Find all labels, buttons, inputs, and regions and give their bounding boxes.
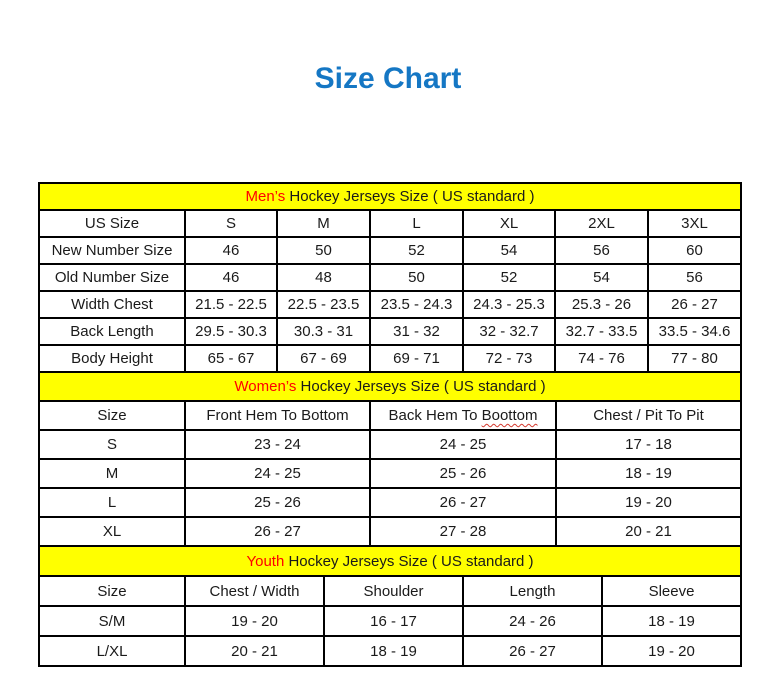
size-value: 17 - 18 xyxy=(556,430,741,459)
mens-banner-row xyxy=(39,183,741,210)
size-value: 31 - 32 xyxy=(370,318,463,345)
table-row xyxy=(39,430,741,459)
youth-size-table xyxy=(38,545,742,667)
column-header: XL xyxy=(463,210,555,237)
table-row xyxy=(39,264,741,291)
column-header: 2XL xyxy=(555,210,648,237)
size-value: 46 xyxy=(185,264,277,291)
table-row xyxy=(39,345,741,372)
size-value: 74 - 76 xyxy=(555,345,648,372)
size-chart-page xyxy=(0,62,776,692)
column-header: S xyxy=(185,210,277,237)
womens-header-row xyxy=(39,401,741,430)
size-value: 23.5 - 24.3 xyxy=(370,291,463,318)
womens-size-table xyxy=(38,371,742,547)
size-value: 18 - 19 xyxy=(556,459,741,488)
size-value: 24 - 25 xyxy=(370,430,556,459)
size-value: 26 - 27 xyxy=(463,636,602,666)
size-value: 33.5 - 34.6 xyxy=(648,318,741,345)
row-label: Back Length xyxy=(39,318,185,345)
size-value: 18 - 19 xyxy=(324,636,463,666)
size-value: 19 - 20 xyxy=(602,636,741,666)
size-value: 24 - 26 xyxy=(463,606,602,636)
row-label: Old Number Size xyxy=(39,264,185,291)
womens-banner-rest: Hockey Jerseys Size ( US standard ) xyxy=(296,378,546,395)
table-row xyxy=(39,488,741,517)
size-value: 27 - 28 xyxy=(370,517,556,546)
size-value: 25 - 26 xyxy=(370,459,556,488)
column-header xyxy=(370,401,556,430)
youth-banner-highlight: Youth xyxy=(246,552,285,570)
youth-banner-rest: Hockey Jerseys Size ( US standard ) xyxy=(284,552,534,570)
youth-banner-row xyxy=(39,546,741,576)
column-header: Front Hem To Bottom xyxy=(185,401,370,430)
size-value: 60 xyxy=(648,237,741,264)
column-header: Length xyxy=(463,576,602,606)
size-value: 65 - 67 xyxy=(185,345,277,372)
size-value: 54 xyxy=(463,237,555,264)
size-value: 25 - 26 xyxy=(185,488,370,517)
size-value: 24 - 25 xyxy=(185,459,370,488)
table-row xyxy=(39,517,741,546)
table-row xyxy=(39,636,741,666)
size-value: 72 - 73 xyxy=(463,345,555,372)
row-label: Body Height xyxy=(39,345,185,372)
size-value: 20 - 21 xyxy=(556,517,741,546)
mens-banner xyxy=(39,183,741,210)
page-title: Size Chart xyxy=(314,62,462,95)
size-value: 32 - 32.7 xyxy=(463,318,555,345)
row-label: XL xyxy=(39,517,185,546)
youth-banner xyxy=(39,546,741,576)
size-value: 77 - 80 xyxy=(648,345,741,372)
size-value: 50 xyxy=(370,264,463,291)
size-value: 23 - 24 xyxy=(185,430,370,459)
size-value: 56 xyxy=(555,237,648,264)
womens-banner xyxy=(39,372,741,401)
column-header: Shoulder xyxy=(324,576,463,606)
size-value: 26 - 27 xyxy=(185,517,370,546)
misspelled-word: Boottom xyxy=(481,407,538,424)
size-value: 26 - 27 xyxy=(648,291,741,318)
table-row xyxy=(39,318,741,345)
youth-header-row xyxy=(39,576,741,606)
column-header: US Size xyxy=(39,210,185,237)
column-header: Size xyxy=(39,576,185,606)
size-value: 32.7 - 33.5 xyxy=(555,318,648,345)
size-chart-tables xyxy=(38,182,740,667)
womens-banner-highlight: Women’s xyxy=(234,378,297,395)
size-value: 52 xyxy=(370,237,463,264)
column-header: M xyxy=(277,210,370,237)
mens-header-row xyxy=(39,210,741,237)
row-label: S/M xyxy=(39,606,185,636)
row-label: New Number Size xyxy=(39,237,185,264)
size-value: 18 - 19 xyxy=(602,606,741,636)
size-value: 16 - 17 xyxy=(324,606,463,636)
size-value: 25.3 - 26 xyxy=(555,291,648,318)
womens-banner-row xyxy=(39,372,741,401)
size-value: 24.3 - 25.3 xyxy=(463,291,555,318)
table-row xyxy=(39,291,741,318)
size-value: 48 xyxy=(277,264,370,291)
mens-banner-rest: Hockey Jerseys Size ( US standard ) xyxy=(285,188,535,205)
table-row xyxy=(39,459,741,488)
mens-size-table xyxy=(38,182,742,373)
row-label: L xyxy=(39,488,185,517)
size-value: 20 - 21 xyxy=(185,636,324,666)
table-row xyxy=(39,606,741,636)
row-label: S xyxy=(39,430,185,459)
table-row xyxy=(39,237,741,264)
row-label: M xyxy=(39,459,185,488)
size-value: 19 - 20 xyxy=(185,606,324,636)
size-value: 19 - 20 xyxy=(556,488,741,517)
column-header: Size xyxy=(39,401,185,430)
size-value: 29.5 - 30.3 xyxy=(185,318,277,345)
row-label: Width Chest xyxy=(39,291,185,318)
size-value: 26 - 27 xyxy=(370,488,556,517)
row-label: L/XL xyxy=(39,636,185,666)
size-value: 21.5 - 22.5 xyxy=(185,291,277,318)
size-value: 30.3 - 31 xyxy=(277,318,370,345)
column-header-text: Back Hem To xyxy=(388,407,482,424)
mens-banner-highlight: Men’s xyxy=(245,188,286,205)
column-header: Chest / Pit To Pit xyxy=(556,401,741,430)
size-value: 69 - 71 xyxy=(370,345,463,372)
column-header: L xyxy=(370,210,463,237)
size-value: 67 - 69 xyxy=(277,345,370,372)
size-value: 56 xyxy=(648,264,741,291)
size-value: 46 xyxy=(185,237,277,264)
column-header: Chest / Width xyxy=(185,576,324,606)
size-value: 50 xyxy=(277,237,370,264)
size-value: 22.5 - 23.5 xyxy=(277,291,370,318)
size-value: 52 xyxy=(463,264,555,291)
column-header: Sleeve xyxy=(602,576,741,606)
size-value: 54 xyxy=(555,264,648,291)
column-header: 3XL xyxy=(648,210,741,237)
